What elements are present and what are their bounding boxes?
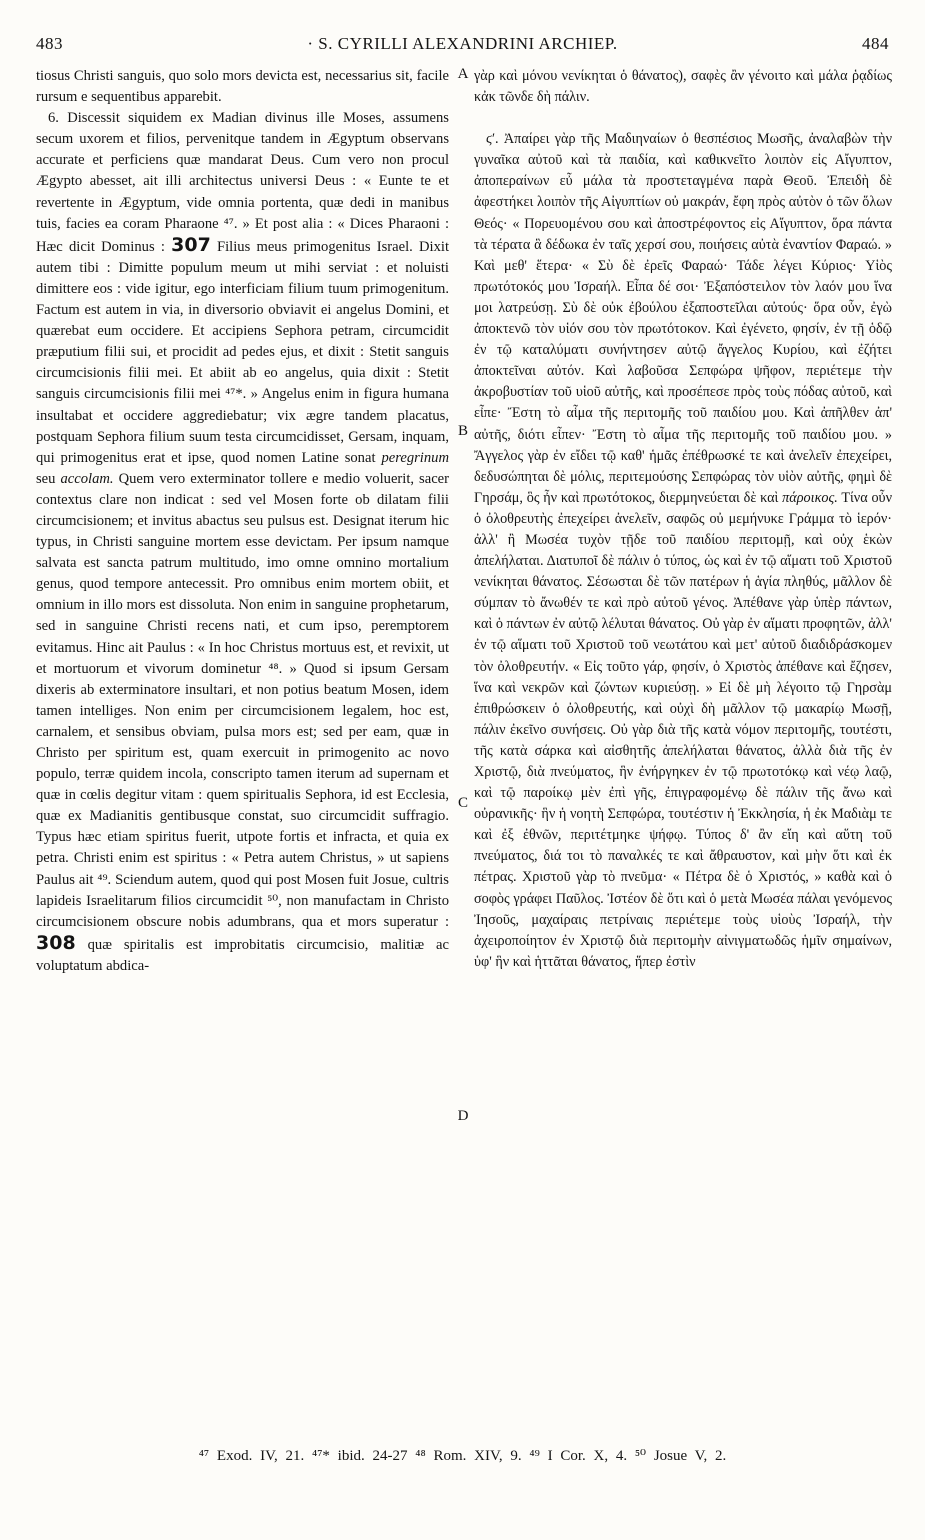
latin-paragraph-2 xyxy=(36,108,449,977)
page-number-left: 483 xyxy=(36,34,63,53)
footnotes: ⁴⁷ Exod. IV, 21. ⁴⁷* ibid. 24-27 ⁴⁸ Rom. XIV, 9. ⁴⁹ I Cor. X, 4. ⁵⁰ Josue V, 2. xyxy=(198,1448,727,1464)
margin-marker-c: C xyxy=(457,795,468,811)
margin-marker-a: A xyxy=(457,66,469,82)
margin-marker-b: B xyxy=(457,423,468,439)
latin-text-2b: Filius meus primogenitus Israel. Dixit autem tibi : Dimitte populum meum ut mihi serviat : et noluisti dimittere eos : vide igitur, ego interficiam filium tuum primogenitum. Factum est autem in via, in diversorio obviavit ei angelus Domini, et quærebat eum occidere. Et accipiens Sephora petram, circumcidit præputium filii sui, et procidit ad pedes ejus, et dixit : Stetit sanguis circumcisionis filii mei. Et abiit ab eo angelus, quia dixit : Stetit sanguis circumcisionis filii mei ⁴⁷*. » Angelus enim in figura humana insultabat et occidere aggrediebatur; vix ægre tandem placatus, postquam Sephora filium suum testa circumcidisset, Gersam, inquam, qui primogenitus erat et ipse, quod nomen Latine sonat xyxy=(36,238,449,466)
greek-paragraph-1: γὰρ καὶ μόνου νενίκηται ὁ θάνατος), σαφὲς ἂν γένοιτο καὶ μάλα ῥᾳδίως κἀκ τῶνδε δὴ πάλιν. xyxy=(474,68,892,106)
page-header xyxy=(36,34,889,60)
margin-marker-d: D xyxy=(457,1108,469,1124)
latin-column xyxy=(36,66,449,977)
running-title: · S. CYRILLI ALEXANDRINI ARCHIEP. xyxy=(307,34,618,53)
latin-italic-peregrinum: peregrinum xyxy=(381,449,449,466)
greek-text-2a: ϛʹ. Ἀπαίρει γὰρ τῆς Μαδιηναίων ὁ θεσπέσιος Μωσῆς, ἀναλαβὼν τὴν γυναῖκα αὐτοῦ καὶ τὰ παιδία, καὶ καθικνεῖτο λοιπὸν εἰς Αἴγυπτον, ἀποπεραίνων εὖ μάλα τὰ προστεταγμένα παρὰ Θεοῦ. Ἐπειδὴ δὲ ἀφεστήκει λοιπὸν τῆς Αἰγυπτίων οὐ μακράν, ἔφη πρὸς αὐτὸν ὁ τῶν ὅλων Θεός· « Πορευομένου σου καὶ ἀποστρέφοντος εἰς Αἴγυπτον, ὅρα πάντα τὰ τέρατα ἃ δέδωκα ἐν ταῖς χερσί σου, ποιήσεις αὐτὰ ἐναντίον Φαραώ. » Καὶ μεθ' ἕτερα· « Σὺ δὲ ἐρεῖς Φαραώ· Τάδε λέγει Κύριος· Υἱὸς πρωτότοκός μου Ἰσραήλ. Εἶπα δέ σοι· Ἐξαπόστειλον τὸν λαόν μου ἵνα μοι λατρεύσῃ. Σὺ δὲ οὐκ ἐβούλου ἐξαποστεῖλαι αὐτούς· ὅρα οὖν, ἐγὼ ἀποκτενῶ τὸν υἱόν σου τὸν πρωτότοκον. Καὶ ἐγένετο, φησίν, ἐν τῇ ὁδῷ ἐν τῷ καταλύματι συνήντησεν αὐτῷ ἄγγελος Κυρίου, καὶ ἐζήτει ἀποκτεῖναι αὐτόν. Καὶ λαβοῦσα Σεπφώρα ψῆφον, περιέτεμε τὴν ἀκροβυστίαν τοῦ υἱοῦ αὐτῆς, καὶ προσέπεσε πρὸς τοὺς πόδας αὐτοῦ, καὶ εἶπε· Ἔστη τὸ αἷμα τῆς περιτομῆς τοῦ παιδίου μου. Καὶ ἀπῆλθεν ἀπ' αὐτῆς, διότι εἶπεν· Ἔστη τὸ αἷμα τῆς περιτομῆς τοῦ παιδίου μου. » Ἄγγελος γὰρ ἐν εἴδει τῷ καθ' ἡμᾶς ἐπέθρωσκέ τε καὶ ἀνελεῖν ἐπεχείρει, δεδυσώπηται δὲ μόλις, περιτεμούσης Σεπφώρας τὸν υἱὸν αὐτῆς, φημὶ δὲ Γηρσάμ, ὃς ἦν καὶ πρωτότοκος, διερμηνεύεται δὲ καὶ xyxy=(474,131,892,506)
column-number-307: 307 xyxy=(171,233,211,256)
page-number-right: 484 xyxy=(862,34,889,53)
latin-text-2c: Quem vero exterminator tollere e medio voluerit, sacer contextus clare non indicat : sed vel Mosen forte ob dilatam filii circumcisionem; et invitus abactus seu pulsus est. Designat iterum hic typus, in Christi sanguine mortem esse devictam. Per ipsum namque salvata est sancta patrum multitudo, imo omne omnino mortalium genus, quod tempore antecessit. Pro omnibus enim mortem obiit, et omnium in illo mors est dissoluta. Non enim in sanguine prophetarum, sed in sanguine Christi recens nati, et cum ipso, peremptorem evitamus. Hinc ait Paulus : « In hoc Christus mortuus est, et revixit, ut et mortuorum et vivorum dominetur ⁴⁸. » Quod si ipsum Gersam dixeris ab exterminatore insultari, et non potius beatum Mosen, idem tamen intelliges. Non enim per circumcisionem legalem, hoc est, carnalem, et sensibus obviam, pulsa mors est; sed per eam, quæ in Christo per spiritum est, quam exercuit in primogenito ac novo populo, terræ quidem incola, conscripto tamen iterum ad supernam et quæ in cœlis degitur vitam : quem spiritualis Sephora, id est Ecclesia, quæ ex Madianitis gentibusque constat, suo circumcidit suffragio. Typus hæc etiam spiritus fuerit, utpote fortis et infracta, et quia ex petra. Christi enim est spiritus : « Petra autem Christus, » ut sapiens Paulus ait ⁴⁹. Sciendum autem, quod qui post Mosen fuit Josue, cultris lapideis Israelitarum filios circumcidit ⁵⁰, non manufactam in Christo circumcisionem obscure nobis adumbrans, qua et mors superatur : xyxy=(36,470,450,930)
greek-text-2b: Τίνα οὖν ὁ ὀλοθρευτὴς ἐπεχείρει ἀνελεῖν, σαφῶς οὐ μεμήνυκε Γράμμα τὸ ἱερόν· ἀλλ' ἢ Μωσέα τυχὸν τῇδε τοῦ παιδίου περιτομῇ, καὶ οὐχ ἑκὼν ἀπελήλαται. Διατυποῖ δὲ πάλιν ὁ τύπος, ὡς καὶ ἐν τῷ αἵματι τοῦ Χριστοῦ νενίκηται θάνατος. Σέσωσται δὲ τῶν πατέρων ἡ ἁγία πληθύς, μᾶλλον δὲ σύμπαν τὸ ἄνωθέν τε καὶ πρὸ αὐτοῦ γένος. Ἀπέθανε γὰρ ὑπὲρ πάντων, καὶ ὁ πάντων ἐν αὐτῷ λέλυται θάνατος. Οὐ γὰρ ἐν αἵματι προφητῶν, ἀλλ' ἐν τῷ αἵματι τοῦ Χριστοῦ τοῦ νεωτάτου καὶ μετ' αὐτοῦ διαδιδράσκομεν τὸν ὀλοθρευτήν. « Εἰς τοῦτο γάρ, φησίν, ὁ Χριστὸς ἀπέθανε καὶ ἔζησεν, ἵνα καὶ νεκρῶν καὶ ζώντων κυριεύσῃ. » Εἰ δὲ μὴ λέγοιτο τῷ Γηρσὰμ ἐπιθρώσκειν ὁ ὀλοθρευτής, καὶ οὐχὶ δὴ μᾶλλον τῷ μακαρίῳ Μωσῇ, πάλιν ἐκεῖνο συνήσεις. Οὐ γὰρ διὰ τῆς κατὰ νόμον περιτομῆς, τουτέστι, τῆς κατὰ σάρκα καὶ αἰσθητῆς ἀπελήλαται θάνατος, ἀλλὰ διὰ τῆς ἐν Χριστῷ, διὰ πνεύματος, ἣν ἐνήργηκεν ἐν τῷ πρωτοτόκῳ καὶ νέῳ λαῷ, καὶ τῷ παροίκῳ μὲν ἐπὶ γῆς, ἐπιγραφομένῳ δὲ πάλιν τῆς ἄνω καὶ οὐρανικῆς· ἣν ἡ νοητὴ Σεπφώρα, τουτέστιν ἡ Ἐκκλησία, ἡ ἐκ Μαδιὰμ τε καὶ ἐξ ἐθνῶν, περιτέτμηκε ψήφῳ. Τύπος δ' ἂν εἴη καὶ αὕτη τοῦ πνεύματος, διά τοι τὸ παναλκές τε καὶ ἄθραυστον, καὶ μὴν ὅτι καὶ ἐκ πέτρας. Χριστοῦ γὰρ τὸ πνεῦμα· « Πέτρα δὲ ὁ Χριστός, » καθὰ καὶ ὁ σοφὸς γράφει Παῦλος. Ἰστέον δὲ ὅτι καὶ ὁ μετὰ Μωσέα πάλαι γενόμενος Ἰησοῦς, μαχαίραις πετρίναις περιέτεμε τοὺς υἱοὺς Ἰσραήλ, τὴν ἀχειροποίητον ἐν Χριστῷ διὰ περιτομὴν αἰνιγματωδῶς ἡμῖν σημαίνων, ὑφ' ἣν καὶ ἡττᾶται θάνατος, ἥπερ ἐστὶν xyxy=(474,489,892,970)
latin-text-seu: seu xyxy=(36,470,56,487)
column-number-308: 308 xyxy=(36,931,76,954)
greek-italic-paroikos: πάροικος. xyxy=(782,489,838,506)
latin-text-2a: 6. Discessit siquidem ex Madian divinus ille Moses, assumens secum uxorem et filios, pervenitque tandem in Ægyptum observans accurate et perficiens quæ mandarat Deus. Cum vero non procul Ægypto abesset, ait illi architectus universi Deus : « Eunte te et revertente in Ægyptum, vide omnia portenta, quæ dedi in manibus tuis, facies ea coram Pharaone ⁴⁷. » Et post alia : « Dices Pharaoni : Hæc dicit Dominus : xyxy=(36,110,449,255)
greek-column xyxy=(474,66,892,973)
latin-italic-accolam: accolam. xyxy=(60,470,114,487)
latin-paragraph-1: tiosus Christi sanguis, quo solo mors devicta est, necessarius sit, facile rursum e sequentibus apparebit. xyxy=(36,68,449,106)
latin-text-2d: quæ spiritalis est improbitatis circumcisio, malitiæ ac voluptatum abdica- xyxy=(36,936,449,974)
greek-paragraph-2 xyxy=(474,129,892,973)
